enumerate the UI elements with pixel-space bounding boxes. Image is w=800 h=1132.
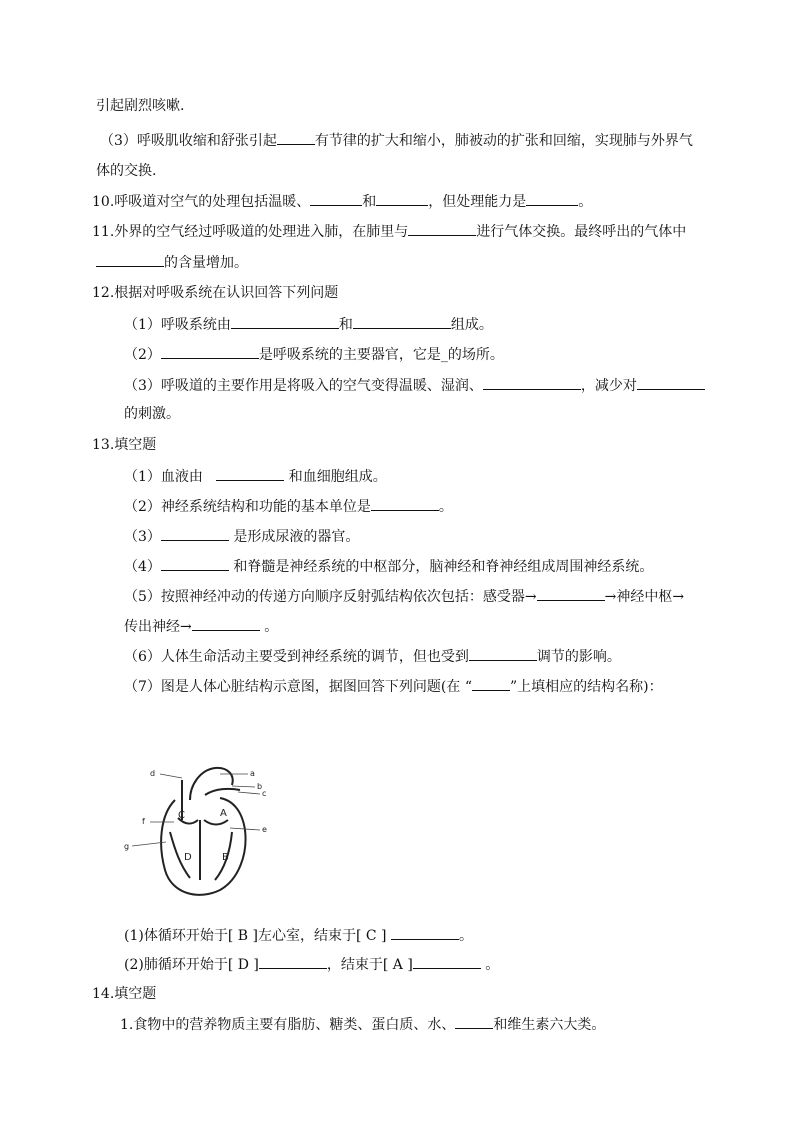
answer-blank[interactable] — [637, 375, 705, 390]
question-13-5-cont — [124, 616, 278, 637]
text: (2)肺循环开始于[ D ] — [124, 957, 259, 973]
text: 。 — [264, 619, 279, 635]
answer-blank[interactable] — [192, 616, 260, 631]
text: 和 — [362, 194, 377, 210]
chamber-C: C — [178, 810, 185, 821]
question-9-3 — [100, 130, 693, 151]
text: 是形成尿液的器官。 — [233, 529, 360, 545]
answer-blank[interactable] — [161, 556, 229, 571]
answer-blank[interactable] — [391, 925, 459, 940]
text: 1.食物中的营养物质主要有脂肪、糖类、蛋白质、水、 — [120, 1017, 456, 1033]
answer-blank[interactable] — [371, 496, 439, 511]
question-13-3 — [124, 526, 359, 547]
question-13-6 — [124, 646, 621, 667]
text: （2） — [124, 347, 161, 363]
heart-diagram-svg — [120, 760, 280, 910]
text: 调节的影响。 — [536, 649, 621, 665]
question-12-3 — [124, 375, 705, 396]
text: 和血细胞组成。 — [288, 469, 387, 485]
text: （3）呼吸道的主要作用是将吸入的空气变得温暖、湿润、 — [124, 378, 483, 394]
label-d: d — [150, 769, 156, 778]
label-f: f — [142, 817, 145, 826]
answer-blank[interactable] — [310, 191, 362, 206]
text: 和 — [338, 317, 353, 333]
label-e: e — [262, 825, 267, 834]
question-13-2 — [124, 496, 453, 517]
answer-blank[interactable] — [231, 314, 339, 329]
question-12-1 — [124, 314, 493, 335]
text: （6）人体生命活动主要受到神经系统的调节，但也受到 — [124, 649, 469, 665]
text: （5）按照神经冲动的传递方向顺序反射弧结构依次包括：感受器→ — [124, 589, 537, 605]
question-12-2 — [124, 344, 504, 365]
question-13-7 — [124, 676, 663, 697]
text: →神经中枢→ — [604, 589, 685, 605]
question-14-1 — [120, 1014, 605, 1035]
answer-blank[interactable] — [161, 344, 259, 359]
text: ，减少对 — [580, 378, 637, 394]
leader-d — [160, 774, 182, 778]
answer-blank[interactable] — [526, 191, 578, 206]
question-13-5 — [124, 586, 684, 607]
text: 14.填空题 — [92, 986, 157, 1002]
text: 和维生素六大类。 — [493, 1017, 606, 1033]
answer-blank[interactable] — [408, 221, 476, 236]
question-11-cont — [96, 252, 248, 273]
figure-question-2 — [124, 954, 499, 975]
answer-blank[interactable] — [259, 954, 327, 969]
text: 组成。 — [450, 317, 493, 333]
answer-blank[interactable] — [455, 1014, 493, 1029]
text-line — [124, 404, 180, 424]
text: 12.根据对呼吸系统在认识回答下列问题 — [92, 285, 339, 301]
text: ”上填相应的结构名称)： — [509, 679, 663, 695]
text: 进行气体交换。最终呼出的气体中 — [476, 224, 687, 240]
leader-b — [232, 786, 255, 787]
text: 体的交换. — [96, 163, 157, 179]
label-c-top: c — [262, 789, 267, 798]
right-valve — [204, 820, 228, 825]
question-10 — [92, 191, 592, 212]
question-14-title — [92, 984, 156, 1004]
text: ，但处理能力是 — [428, 194, 527, 210]
text: 。 — [458, 928, 473, 944]
text: ，结束于[ A ] — [326, 957, 413, 973]
question-13-title — [92, 435, 156, 455]
aortic-arch — [190, 768, 233, 800]
label-a: a — [250, 769, 255, 778]
question-13-1 — [124, 466, 387, 487]
heart-diagram — [120, 760, 280, 910]
answer-blank[interactable] — [161, 526, 229, 541]
text: （1）血液由 — [124, 469, 203, 485]
figure-question-1 — [124, 925, 473, 946]
answer-blank[interactable] — [96, 252, 164, 267]
text: 11.外界的空气经过呼吸道的处理进入肺，在肺里与 — [92, 224, 409, 240]
question-11 — [92, 221, 686, 242]
text: （7）图是人体心脏结构示意图，据图回答下列问题(在 “ — [124, 679, 472, 695]
text: 的含量增加。 — [164, 255, 248, 271]
text: 。 — [438, 499, 453, 515]
answer-blank[interactable] — [216, 466, 284, 481]
text: 有节律的扩大和缩小，肺被动的扩张和回缩，实现肺与外界气 — [314, 133, 693, 149]
text: 传出神经→ — [124, 619, 192, 635]
chamber-D: D — [184, 852, 192, 863]
label-g: g — [124, 842, 130, 851]
text: （3）呼吸肌收缩和舒张引起 — [100, 133, 277, 149]
text: 13.填空题 — [92, 437, 157, 453]
text: 的刺激。 — [124, 406, 180, 422]
answer-blank — [472, 676, 510, 691]
leader-c-top — [238, 792, 260, 794]
text: 和脊髓是神经系统的中枢部分，脑神经和脊神经组成周围神经系统。 — [233, 559, 654, 575]
answer-blank[interactable] — [376, 191, 428, 206]
answer-blank[interactable] — [413, 954, 481, 969]
text: （1）呼吸系统由 — [124, 317, 231, 333]
chamber-B: B — [222, 852, 229, 863]
answer-blank[interactable] — [353, 314, 451, 329]
question-12-title — [92, 283, 338, 303]
text: （2）神经系统结构和功能的基本单位是 — [124, 499, 371, 515]
text: 引起剧烈咳嗽. — [96, 98, 185, 114]
text: 。 — [485, 957, 500, 973]
text-line — [96, 161, 156, 181]
pulmonary-artery — [205, 789, 240, 795]
question-13-4 — [124, 556, 653, 577]
text: （4） — [124, 559, 161, 575]
text: 10.呼吸道对空气的处理包括温暖、 — [92, 194, 311, 210]
text: 是呼吸系统的主要器官，它是_的场所。 — [258, 347, 504, 363]
chamber-A: A — [220, 808, 227, 819]
text: 。 — [578, 194, 593, 210]
answer-blank[interactable] — [277, 130, 315, 145]
answer-blank[interactable] — [483, 375, 581, 390]
text: （3） — [124, 529, 161, 545]
label-b: b — [257, 782, 263, 791]
answer-blank[interactable] — [469, 646, 537, 661]
text-line — [96, 96, 184, 116]
text: (1)体循环开始于[ B ]左心室，结束于[ C ] — [124, 928, 387, 944]
answer-blank[interactable] — [537, 586, 605, 601]
